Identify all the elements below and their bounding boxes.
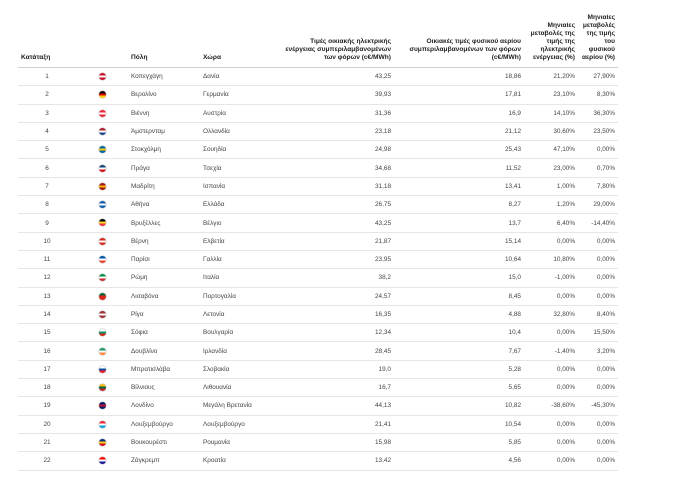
table-row [18,452,618,470]
table-body [18,68,618,471]
rank-cell: 2 [18,86,76,104]
city-cell: Λισαβόνα [128,287,200,305]
price-table-container [18,14,618,471]
city-cell: Παρίσι [128,250,200,268]
croatia-flag-icon [99,457,106,464]
table-row [18,397,618,415]
city-cell: Στοκχόλμη [128,141,200,159]
table-row [18,214,618,232]
city-cell: Ζάγκρεμπ [128,452,200,470]
flag-cell [76,397,128,415]
gas-change-cell: 0,00% [578,379,618,397]
rank-cell: 10 [18,232,76,250]
electricity-change-cell: 0,00% [524,415,578,433]
flag-cell [76,86,128,104]
country-cell: Πορτογαλία [200,287,276,305]
table-row [18,250,618,268]
rank-cell: 3 [18,104,76,122]
slovakia-flag-icon [99,366,106,373]
table-row [18,379,618,397]
denmark-flag-icon [99,73,106,80]
flag-cell [76,360,128,378]
rank-cell: 20 [18,415,76,433]
portugal-flag-icon [99,293,106,300]
electricity-change-cell: 23,10% [524,86,578,104]
country-cell: Ιρλανδία [200,342,276,360]
electricity-price-cell: 31,18 [276,177,394,195]
rank-cell: 14 [18,305,76,323]
electricity-change-cell: 0,00% [524,232,578,250]
flag-cell [76,159,128,177]
electricity-price-cell: 16,7 [276,379,394,397]
electricity-price-cell: 24,57 [276,287,394,305]
electricity-price-cell: 21,87 [276,232,394,250]
rank-cell: 18 [18,379,76,397]
switzerland-flag-icon [99,238,106,245]
electricity-change-cell: 32,80% [524,305,578,323]
rank-cell: 1 [18,68,76,86]
country-cell: Λουξεμβούργο [200,415,276,433]
electricity-change-cell: 0,00% [524,379,578,397]
city-cell: Μαδρίτη [128,177,200,195]
rank-cell: 8 [18,196,76,214]
electricity-change-cell: 0,00% [524,433,578,451]
country-cell: Γαλλία [200,250,276,268]
flag-cell [76,122,128,140]
table-row [18,196,618,214]
gas-price-cell: 8,45 [394,287,524,305]
rank-cell: 22 [18,452,76,470]
city-cell: Ρίγα [128,305,200,323]
gas-price-cell: 25,43 [394,141,524,159]
city-cell: Πράγα [128,159,200,177]
header-country[interactable]: Χώρα [200,14,276,68]
header-city[interactable]: Πόλη [128,14,200,68]
flag-cell [76,324,128,342]
flag-cell [76,214,128,232]
electricity-change-cell: 23,00% [524,159,578,177]
gas-change-cell: 7,80% [578,177,618,195]
gas-change-cell: 0,00% [578,141,618,159]
gas-price-cell: 10,54 [394,415,524,433]
country-cell: Ελβετία [200,232,276,250]
rank-cell: 4 [18,122,76,140]
electricity-price-cell: 12,34 [276,324,394,342]
austria-flag-icon [99,110,106,117]
city-cell: Ρώμη [128,269,200,287]
flag-cell [76,287,128,305]
gas-price-cell: 4,56 [394,452,524,470]
country-cell: Ιταλία [200,269,276,287]
country-cell: Κροατία [200,452,276,470]
uk-flag-icon [99,402,106,409]
france-flag-icon [99,256,106,263]
city-cell: Λονδίνο [128,397,200,415]
table-row [18,305,618,323]
electricity-change-cell: 1,00% [524,177,578,195]
table-row [18,324,618,342]
gas-change-cell: 3,20% [578,342,618,360]
table-row [18,122,618,140]
gas-change-cell: -14,40% [578,214,618,232]
rank-cell: 21 [18,433,76,451]
rank-cell: 16 [18,342,76,360]
electricity-price-cell: 23,95 [276,250,394,268]
gas-price-cell: 7,67 [394,342,524,360]
electricity-change-cell: 0,00% [524,324,578,342]
city-cell: Δουβλίνο [128,342,200,360]
flag-cell [76,379,128,397]
electricity-change-cell: -38,60% [524,397,578,415]
electricity-change-cell: 47,10% [524,141,578,159]
flag-cell [76,305,128,323]
country-cell: Σουηδία [200,141,276,159]
rank-cell: 11 [18,250,76,268]
gas-change-cell: 8,40% [578,305,618,323]
sweden-flag-icon [99,146,106,153]
city-cell: Κοπεγχάγη [128,68,200,86]
electricity-change-cell: 30,60% [524,122,578,140]
city-cell: Αθήνα [128,196,200,214]
electricity-change-cell: -1,00% [524,269,578,287]
gas-price-cell: 21,12 [394,122,524,140]
table-row [18,159,618,177]
flag-cell [76,250,128,268]
flag-cell [76,232,128,250]
country-cell: Δανία [200,68,276,86]
rank-cell: 13 [18,287,76,305]
electricity-price-cell: 23,18 [276,122,394,140]
city-cell: Βέρνη [128,232,200,250]
czechia-flag-icon [99,165,106,172]
gas-change-cell: 8,30% [578,86,618,104]
country-cell: Ρουμανία [200,433,276,451]
gas-change-cell: 0,00% [578,433,618,451]
electricity-price-cell: 31,36 [276,104,394,122]
country-cell: Ισπανία [200,177,276,195]
rank-cell: 17 [18,360,76,378]
country-cell: Αυστρία [200,104,276,122]
electricity-price-cell: 16,35 [276,305,394,323]
electricity-change-cell: 10,80% [524,250,578,268]
header-rank[interactable]: Κατάταξη [18,14,76,68]
gas-change-cell: -45,30% [578,397,618,415]
table-row [18,141,618,159]
electricity-price-cell: 21,41 [276,415,394,433]
table-row [18,415,618,433]
table-row [18,287,618,305]
electricity-price-cell: 24,98 [276,141,394,159]
flag-cell [76,177,128,195]
gas-change-cell: 29,00% [578,196,618,214]
table-row [18,177,618,195]
table-row [18,433,618,451]
spain-flag-icon [99,183,106,190]
gas-price-cell: 10,82 [394,397,524,415]
lithuania-flag-icon [99,384,106,391]
electricity-change-cell: 21,20% [524,68,578,86]
rank-cell: 19 [18,397,76,415]
table-row [18,86,618,104]
flag-cell [76,415,128,433]
electricity-change-cell: 0,00% [524,287,578,305]
gas-price-cell: 18,86 [394,68,524,86]
electricity-price-cell: 28,45 [276,342,394,360]
gas-change-cell: 0,00% [578,250,618,268]
gas-change-cell: 23,50% [578,122,618,140]
ireland-flag-icon [99,348,106,355]
country-cell: Μεγάλη Βρετανία [200,397,276,415]
electricity-price-cell: 34,68 [276,159,394,177]
rank-cell: 15 [18,324,76,342]
flag-cell [76,342,128,360]
country-cell: Ολλανδία [200,122,276,140]
bulgaria-flag-icon [99,329,106,336]
energy-price-table [18,14,618,471]
gas-price-cell: 13,7 [394,214,524,232]
gas-price-cell: 8,27 [394,196,524,214]
flag-cell [76,269,128,287]
gas-change-cell: 0,00% [578,360,618,378]
table-row [18,68,618,86]
germany-flag-icon [99,91,106,98]
city-cell: Σόφια [128,324,200,342]
gas-price-cell: 5,65 [394,379,524,397]
gas-price-cell: 17,81 [394,86,524,104]
electricity-change-cell: 1,20% [524,196,578,214]
gas-change-cell: 15,50% [578,324,618,342]
latvia-flag-icon [99,311,106,318]
electricity-price-cell: 43,25 [276,68,394,86]
table-row [18,104,618,122]
gas-change-cell: 0,70% [578,159,618,177]
flag-cell [76,196,128,214]
city-cell: Βερολίνο [128,86,200,104]
gas-change-cell: 0,00% [578,452,618,470]
gas-change-cell: 0,00% [578,269,618,287]
gas-price-cell: 5,28 [394,360,524,378]
rank-cell: 9 [18,214,76,232]
rank-cell: 7 [18,177,76,195]
gas-price-cell: 10,64 [394,250,524,268]
header-gas-change[interactable]: Μηνιαίες μεταβολές της τιμής του φυσικού αερίου (%) [578,14,618,68]
header-electricity-change[interactable]: Μηνιαίες μεταβολές της τιμής της ηλεκτρικής ενέργειας (%) [524,14,578,68]
gas-price-cell: 15,14 [394,232,524,250]
country-cell: Σλοβακία [200,360,276,378]
city-cell: Βιέννη [128,104,200,122]
header-flag [76,14,128,68]
flag-cell [76,452,128,470]
netherlands-flag-icon [99,128,106,135]
electricity-price-cell: 19,0 [276,360,394,378]
gas-change-cell: 0,00% [578,287,618,305]
gas-change-cell: 27,90% [578,68,618,86]
electricity-price-cell: 43,25 [276,214,394,232]
electricity-price-cell: 15,98 [276,433,394,451]
rank-cell: 6 [18,159,76,177]
table-row [18,232,618,250]
gas-price-cell: 4,88 [394,305,524,323]
country-cell: Λετονία [200,305,276,323]
header-gas-price[interactable]: Οικιακές τιμές φυσικού αερίου συμπεριλαμβανομένων των φόρων (c€/MWh) [394,14,524,68]
electricity-change-cell: 14,10% [524,104,578,122]
rank-cell: 5 [18,141,76,159]
gas-price-cell: 11,52 [394,159,524,177]
italy-flag-icon [99,274,106,281]
table-row [18,360,618,378]
country-cell: Βέλγιο [200,214,276,232]
gas-price-cell: 15,0 [394,269,524,287]
header-electricity-price[interactable]: Τιμές οικιακής ηλεκτρικής ενέργειας συμπεριλαμβανομένων των φόρων (c€/MWh) [276,14,394,68]
electricity-price-cell: 38,2 [276,269,394,287]
romania-flag-icon [99,439,106,446]
gas-price-cell: 10,4 [394,324,524,342]
gas-price-cell: 16,9 [394,104,524,122]
electricity-price-cell: 26,75 [276,196,394,214]
flag-cell [76,433,128,451]
electricity-price-cell: 39,93 [276,86,394,104]
country-cell: Τσεχία [200,159,276,177]
flag-cell [76,104,128,122]
city-cell: Άμστερνταμ [128,122,200,140]
table-row [18,269,618,287]
electricity-price-cell: 44,13 [276,397,394,415]
electricity-change-cell: 0,00% [524,360,578,378]
gas-change-cell: 0,00% [578,232,618,250]
greece-flag-icon [99,201,106,208]
flag-cell [76,141,128,159]
country-cell: Λιθουανία [200,379,276,397]
electricity-change-cell: -1,40% [524,342,578,360]
belgium-flag-icon [99,219,106,226]
table-row [18,342,618,360]
electricity-change-cell: 0,00% [524,452,578,470]
rank-cell: 12 [18,269,76,287]
city-cell: Μπρατισλάβα [128,360,200,378]
gas-change-cell: 0,00% [578,415,618,433]
city-cell: Λουξεμβούργο [128,415,200,433]
flag-cell [76,68,128,86]
gas-price-cell: 13,41 [394,177,524,195]
country-cell: Βουλγαρία [200,324,276,342]
country-cell: Ελλάδα [200,196,276,214]
city-cell: Βουκουρέστι [128,433,200,451]
table-header-row [18,14,618,68]
city-cell: Βρυξέλλες [128,214,200,232]
country-cell: Γερμανία [200,86,276,104]
electricity-price-cell: 13,42 [276,452,394,470]
gas-change-cell: 36,30% [578,104,618,122]
luxembourg-flag-icon [99,421,106,428]
electricity-change-cell: 6,40% [524,214,578,232]
gas-price-cell: 5,85 [394,433,524,451]
city-cell: Βίλνιους [128,379,200,397]
